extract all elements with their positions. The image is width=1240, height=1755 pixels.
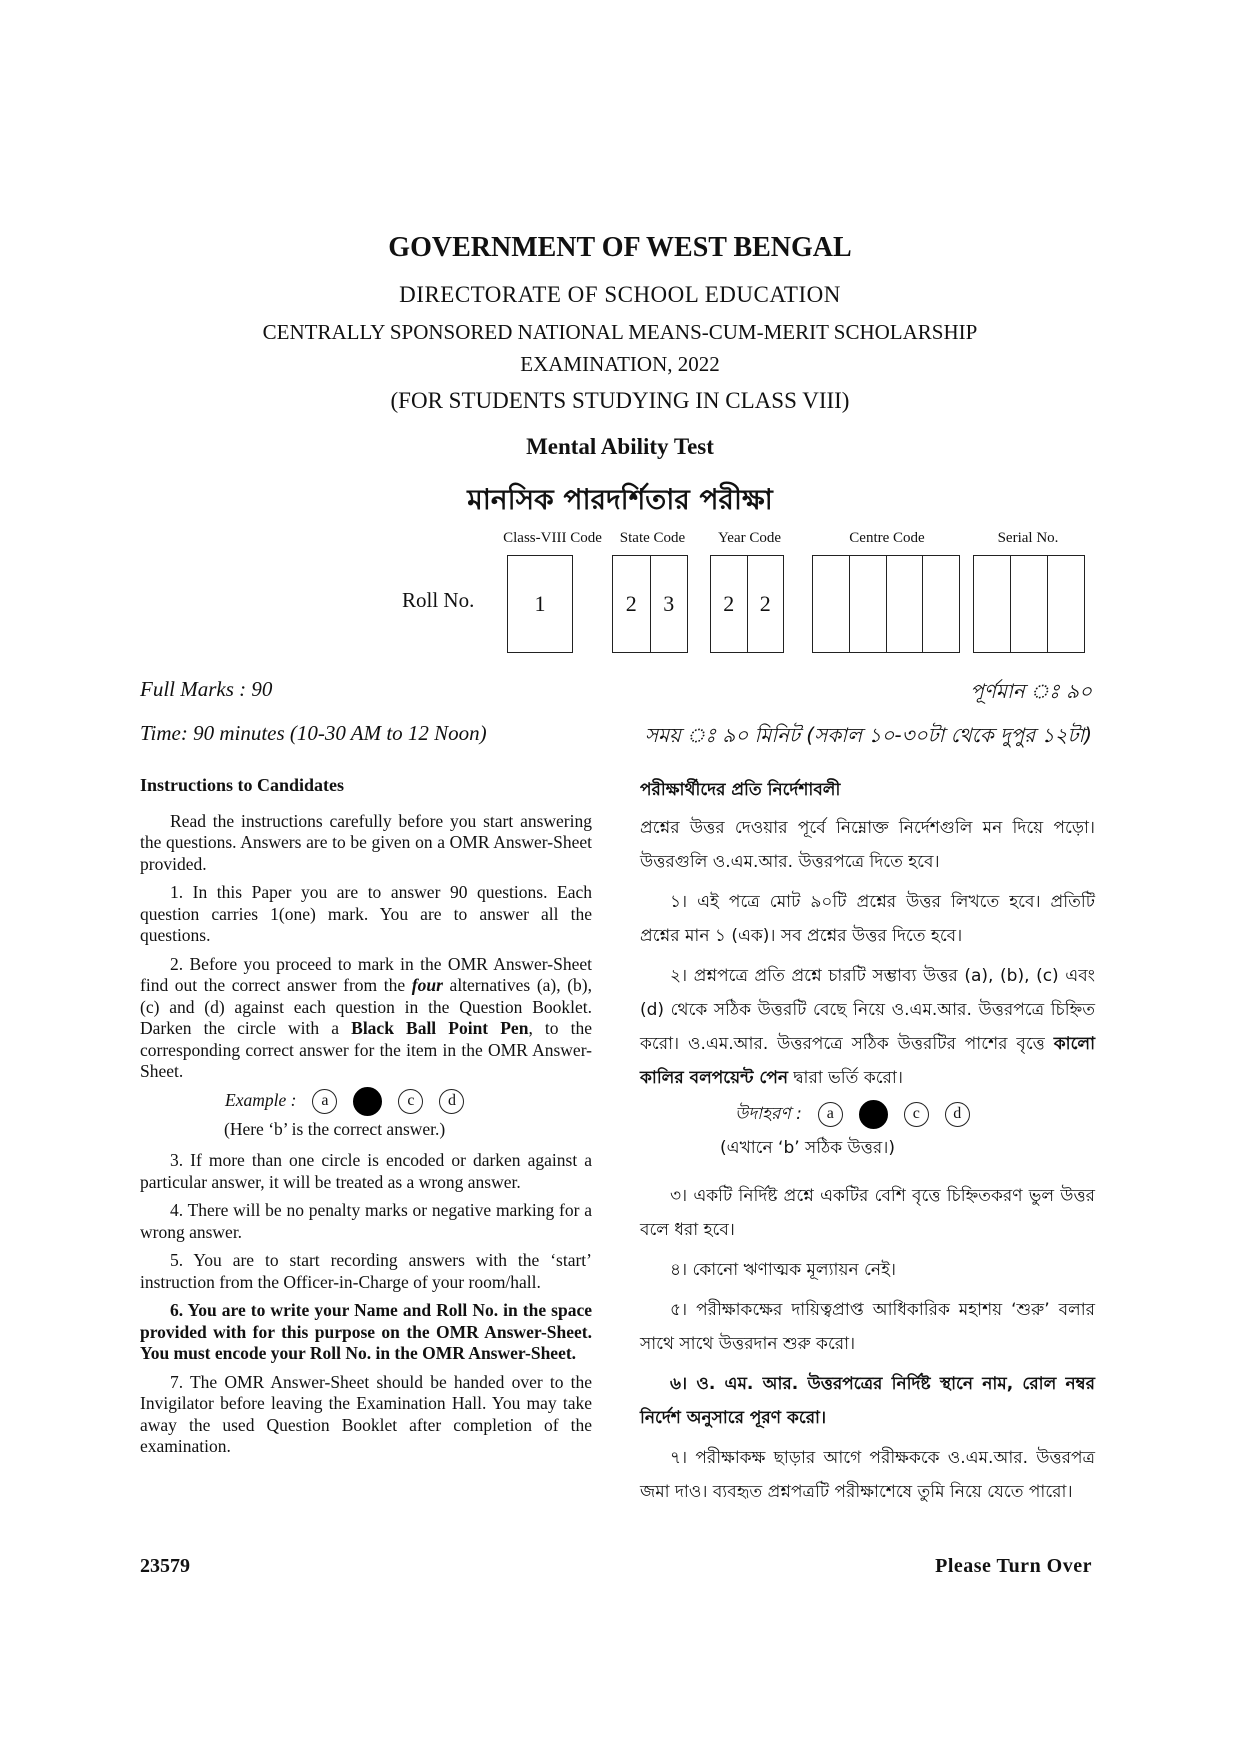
instruction-7-bengali: ৭। পরীক্ষাকক্ষ ছাড়ার আগে পরীক্ষককে ও.এম.আর. উত্তরপত্র জমা দাও। ব্যবহৃত প্রশ্নপত্রটি পরীক্ষাশেষে তুমি নিয়ে যেতে পারো। xyxy=(640,1448,1095,1502)
option-d-bubble: d xyxy=(439,1089,464,1114)
class-code-label: Class-VIII Code xyxy=(503,530,602,546)
instructions-heading-english: Instructions to Candidates xyxy=(140,775,345,795)
instruction-7-english: 7. The OMR Answer-Sheet should be handed over to the Invigilator before leaving the Examination Hall. You may take away the used Question Booklet after completion of the examination. xyxy=(140,1371,592,1456)
state-code-digit: 2 xyxy=(625,591,637,616)
state-code-box[interactable] xyxy=(612,555,688,653)
example-row-bengali xyxy=(735,1097,1095,1131)
option-a-bubble: a xyxy=(312,1089,337,1114)
instruction-intro-english: Read the instructions carefully before you start answering the questions. Answers are to be given on a OMR Answer-Sheet provided. xyxy=(140,810,592,874)
example-row-english xyxy=(225,1087,592,1116)
instruction-3-bengali: ৩। একটি নির্দিষ্ট প্রশ্নে একটির বেশি বৃত্তে চিহ্নিতকরণ ভুল উত্তর বলে ধরা হবে। xyxy=(640,1186,1095,1240)
instruction-5-english: 5. You are to start recording answers with the ‘start’ instruction from the Officer-in-Charge of your room/hall. xyxy=(140,1250,592,1292)
test-name-english: Mental Ability Test xyxy=(526,434,714,459)
instruction-2-bengali xyxy=(640,959,1095,1095)
scheme-title: CENTRALLY SPONSORED NATIONAL MEANS-CUM-MERIT SCHOLARSHIP xyxy=(262,320,978,344)
class-code-digit: 1 xyxy=(534,591,546,616)
example-note-english: (Here ‘b’ is the correct answer.) xyxy=(224,1118,446,1139)
year-code-label: Year Code xyxy=(717,530,782,546)
full-marks-bengali: পূর্ণমান ঃ ৯০ xyxy=(970,679,1092,703)
instructions-bengali xyxy=(640,775,1095,1515)
instruction-4-bengali: ৪। কোনো ঋণাত্মক মূল্যায়ন নেই। xyxy=(670,1260,896,1280)
centre-code-digit xyxy=(813,556,849,652)
serial-number-label: Serial No. xyxy=(997,530,1059,546)
option-c-bubble: c xyxy=(398,1089,423,1114)
government-title: GOVERNMENT OF WEST BENGAL xyxy=(388,232,852,263)
serial-number-box[interactable] xyxy=(973,555,1085,653)
instruction-2-pen: Black Ball Point Pen xyxy=(351,1018,529,1038)
option-a-bubble: a xyxy=(818,1102,843,1127)
year-code-digit: 2 xyxy=(747,556,784,652)
instruction-6-bengali: ৬। ও. এম. আর. উত্তরপত্রের নির্দিষ্ট স্থানে নাম, রোল নম্বর নির্দেশ অনুসারে পূরণ করো। xyxy=(640,1374,1095,1428)
time-english: Time: 90 minutes (10-30 AM to 12 Noon) xyxy=(140,721,487,745)
centre-code-digit xyxy=(922,556,959,652)
option-c-bubble: c xyxy=(904,1102,929,1127)
instruction-2-bengali-pen: কালো কালির বলপয়েন্ট পেন xyxy=(640,1034,1096,1088)
state-code-label: State Code xyxy=(619,530,686,546)
instruction-2-part-b: alternatives (a), (b), (c) and (d) against each question in the Question Booklet. Darken the circle with a xyxy=(140,975,593,1038)
instruction-3-english: 3. If more than one circle is encoded or darken against a particular answer, it will be treated as a wrong answer. xyxy=(140,1150,592,1192)
instruction-1-bengali: ১। এই পত্রে মোট ৯০টি প্রশ্নের উত্তর লিখতে হবে। প্রতিটি প্রশ্নের মান ১ (এক)। সব প্রশ্নের উত্তর দিতে হবে। xyxy=(640,892,1095,946)
exam-title: EXAMINATION, 2022 xyxy=(520,352,720,376)
booklet-code: 23579 xyxy=(140,1555,190,1577)
instruction-2-part-a: 2. Before you proceed to mark in the OMR Answer-Sheet find out the correct answer from the xyxy=(140,953,592,995)
centre-code-box[interactable] xyxy=(812,555,960,653)
instruction-5-bengali: ৫। পরীক্ষাকক্ষের দায়িত্বপ্রাপ্ত আধিকারিক মহাশয় ‘শুরু’ বলার সাথে সাথে উত্তরদান শুরু করো। xyxy=(640,1300,1095,1354)
roll-number-label: Roll No. xyxy=(402,588,475,612)
year-code-box[interactable] xyxy=(710,555,784,653)
centre-code-label: Centre Code xyxy=(849,530,925,546)
option-b-filled-bubble xyxy=(859,1100,888,1129)
class-note: (FOR STUDENTS STUDYING IN CLASS VIII) xyxy=(390,388,850,413)
directorate-title: DIRECTORATE OF SCHOOL EDUCATION xyxy=(399,282,841,307)
instruction-1-english: 1. In this Paper you are to answer 90 questions. Each question carries 1(one) mark. You are to answer all the questions. xyxy=(140,882,592,945)
state-code-digit: 3 xyxy=(650,556,688,652)
instruction-2-part-c: , to the corresponding correct answer for the item in the OMR Answer-Sheet. xyxy=(140,1018,593,1081)
centre-code-digit xyxy=(886,556,923,652)
instruction-2-english xyxy=(140,954,592,1083)
centre-code-digit xyxy=(849,556,886,652)
serial-number-digit xyxy=(1047,556,1084,652)
year-code-digit: 2 xyxy=(723,591,735,616)
full-marks-english: Full Marks : 90 xyxy=(140,677,273,701)
serial-number-digit xyxy=(974,556,1010,652)
instruction-intro-bengali: প্রশ্নের উত্তর দেওয়ার পূর্বে নিম্নোক্ত নির্দেশগুলি মন দিয়ে পড়ো। উত্তরগুলি ও.এম.আর. উত্তরপত্রে দিতে হবে। xyxy=(640,818,1095,872)
example-label-bengali: উদাহরণ : xyxy=(735,1104,802,1124)
turn-over-note: Please Turn Over xyxy=(935,1555,1092,1577)
time-bengali: সময় ঃ ৯০ মিনিট (সকাল ১০-৩০টা থেকে দুপুর ১২টা) xyxy=(644,723,1092,747)
instruction-2-bengali-part-b: দ্বারা ভর্তি করো। xyxy=(793,1068,903,1088)
test-name-bengali: মানসিক পারদর্শিতার পরীক্ষা xyxy=(467,483,773,516)
instructions-english xyxy=(140,775,592,1465)
option-b-filled-bubble xyxy=(353,1087,382,1116)
instruction-6-english: 6. You are to write your Name and Roll No. in the space provided with for this purpose on the OMR Answer-Sheet. You must encode your Roll No. in the OMR Answer-Sheet. xyxy=(140,1300,592,1363)
instructions-heading-bengali: পরীক্ষার্থীদের প্রতি নির্দেশাবলী xyxy=(640,780,841,800)
instruction-2-bengali-part-a: ২। প্রশ্নপত্রে প্রতি প্রশ্নে চারটি সম্ভাব্য উত্তর (a), (b), (c) এবং (d) থেকে সঠিক উত্তরটি বেছে নিয়ে ও.এম.আর. উত্তরপত্রে চিহ্নিত করো। ও.এম.আর. উত্তরপত্রে সঠিক উত্তরটির পাশের বৃত্তে xyxy=(640,966,1095,1054)
option-d-bubble: d xyxy=(945,1102,970,1127)
serial-number-digit xyxy=(1010,556,1047,652)
class-code-box[interactable] xyxy=(507,555,573,653)
example-note-bengali: (এখানে ‘b’ সঠিক উত্তর।) xyxy=(720,1138,895,1158)
instruction-4-english: 4. There will be no penalty marks or negative marking for a wrong answer. xyxy=(140,1200,592,1242)
example-label-english: Example : xyxy=(225,1090,297,1111)
instruction-2-four: four xyxy=(411,975,443,995)
